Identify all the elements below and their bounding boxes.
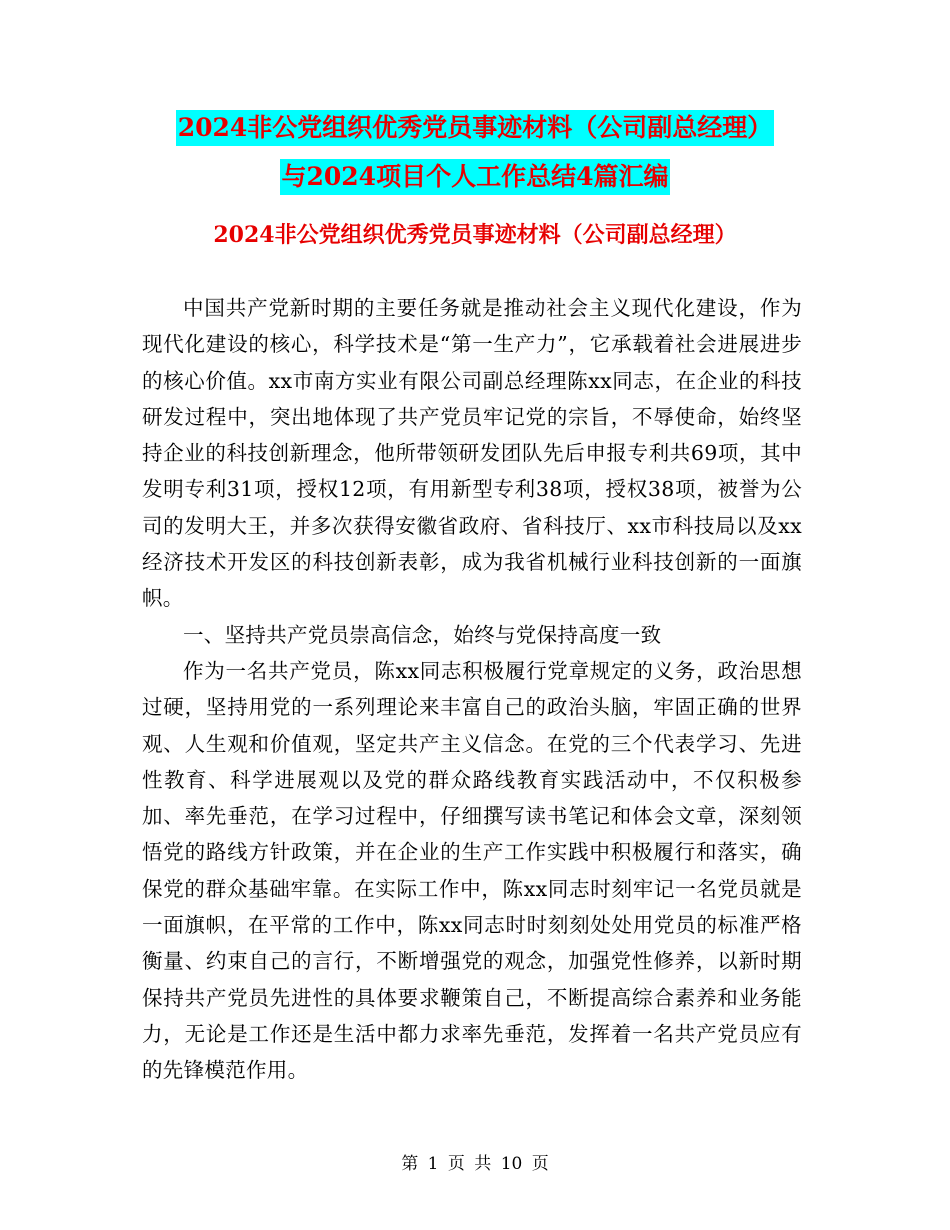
document-title-line-2: 与2024项目个人工作总结4篇汇编 <box>280 159 671 195</box>
section-title: 2024非公党组织优秀党员事迹材料（公司副总经理） <box>213 222 737 248</box>
document-title-line-1: 2024非公党组织优秀党员事迹材料（公司副总经理） <box>176 110 775 146</box>
body-paragraph-intro: 中国共产党新时期的主要任务就是推动社会主义现代化建设，作为现代化建设的核心，科学技术是“第一生产力”，它承载着社会进展进步的核心价值。xx市南方实业有限公司副总经理陈xx同志，在企业的科技研发过程中，突出地体现了共产党员牢记党的宗旨，不辱使命，始终坚持企业的科技创新理念，他所带领研发团队先后申报专利共69项，其中发明专利31项，授权12项，有用新型专利38项，授权38项，被誉为公司的发明大王，并多次获得安徽省政府、省科技厅、xx市科技局以及xx经济技术开发区的科技创新表彰，成为我省机械行业科技创新的一面旗帜。 <box>142 296 802 611</box>
body-heading-1: 一、坚持共产党员崇高信念，始终与党保持高度一致 <box>183 622 662 647</box>
body-paragraph-2: 作为一名共产党员，陈xx同志积极履行党章规定的义务，政治思想过硬，坚持用党的一系列理论来丰富自己的政治头脑，牢固正确的世界观、人生观和价值观，坚定共产主义信念。在党的三个代表学习、先进性教育、科学进展观以及党的群众路线教育实践活动中，不仅积极参加、率先垂范，在学习过程中，仔细撰写读书笔记和体会文章，深刻领悟党的路线方针政策，并在企业的生产工作实践中积极履行和落实，确保党的群众基础牢靠。在实际工作中，陈xx同志时刻牢记一名党员就是一面旗帜，在平常的工作中，陈xx同志时时刻刻处处用党员的标准严格衡量、约束自己的言行，不断增强党的观念，加强党性修养，以新时期保持共产党员先进性的具体要求鞭策自己，不断提高综合素养和业务能力，无论是工作还是生活中都力求率先垂范，发挥着一名共产党员应有的先锋模范作用。 <box>142 658 802 1083</box>
page-number-footer: 第 1 页 共 10 页 <box>401 1154 549 1174</box>
document-body <box>142 290 802 1089</box>
document-title <box>0 110 950 195</box>
